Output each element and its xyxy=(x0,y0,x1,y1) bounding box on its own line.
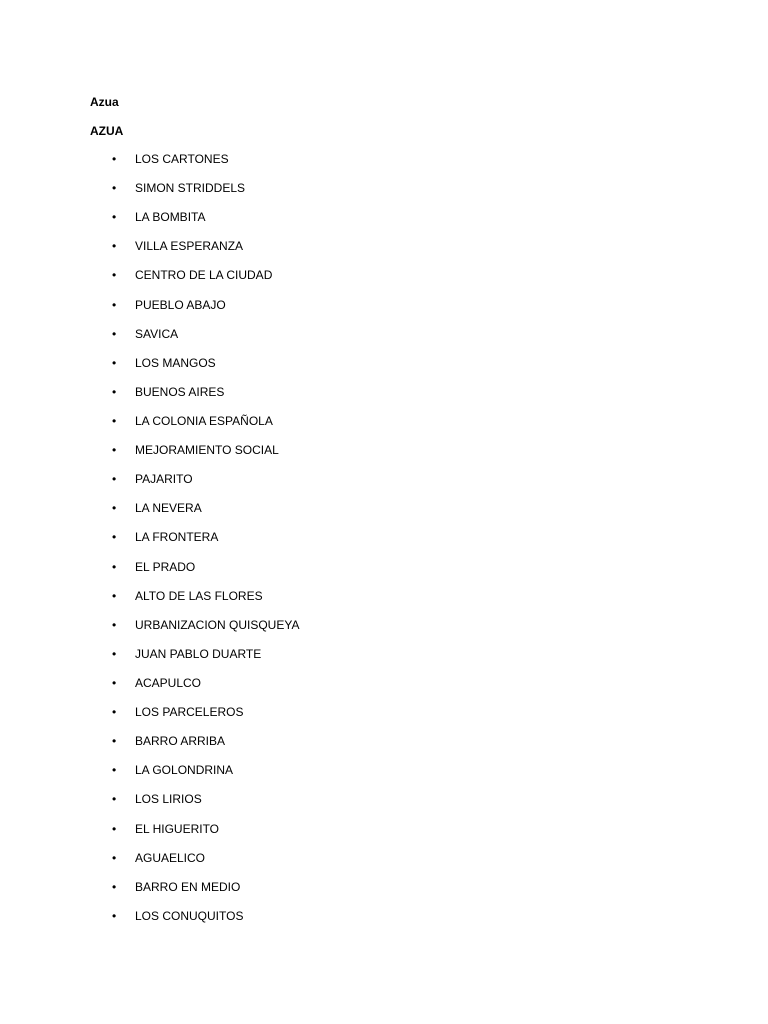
bullet-icon: • xyxy=(112,501,117,516)
bullet-icon: • xyxy=(112,152,117,166)
list-item-label: EL HIGUERITO xyxy=(135,821,220,836)
bullet-icon: • xyxy=(112,326,117,341)
list-item-label: AGUAELICO xyxy=(135,850,206,865)
bullet-icon: • xyxy=(112,763,117,778)
bullet-icon: • xyxy=(112,821,117,836)
bullet-icon: • xyxy=(112,705,117,720)
bullet-icon: • xyxy=(112,879,117,894)
bullet-icon: • xyxy=(112,559,117,574)
list-item-label: LOS PARCELEROS xyxy=(135,705,244,720)
document-title: Azua xyxy=(90,95,119,109)
bullet-icon: • xyxy=(112,675,117,690)
bullet-icon: • xyxy=(112,443,117,458)
bullet-icon: • xyxy=(112,239,117,254)
list-item-label: LOS CONUQUITOS xyxy=(135,908,244,923)
list-item-label: LA GOLONDRINA xyxy=(135,763,234,778)
bullet-icon: • xyxy=(112,792,117,807)
list-item-label: LOS LIRIOS xyxy=(135,792,202,807)
bullet-icon: • xyxy=(112,268,117,283)
bullet-icon: • xyxy=(112,297,117,312)
list-item-label: LA BOMBITA xyxy=(135,210,206,225)
list-item-label: BARRO EN MEDIO xyxy=(135,879,241,894)
list-item-label: ALTO DE LAS FLORES xyxy=(135,588,263,603)
bullet-icon: • xyxy=(112,646,117,661)
bullet-icon: • xyxy=(112,530,117,545)
list-item-label: SIMON STRIDDELS xyxy=(135,181,246,196)
list-item-label: SAVICA xyxy=(135,326,179,341)
bullet-icon: • xyxy=(112,588,117,603)
list-item-label: LA FRONTERA xyxy=(135,530,219,545)
list-item-label: VILLA ESPERANZA xyxy=(135,239,244,254)
list-item-label: EL PRADO xyxy=(135,559,196,574)
list-item-label: LA NEVERA xyxy=(135,501,202,516)
list-item-label: LOS MANGOS xyxy=(135,355,216,370)
list-item-label: PUEBLO ABAJO xyxy=(135,297,226,312)
bullet-icon: • xyxy=(112,850,117,865)
list-item-label: LA COLONIA ESPAÑOLA xyxy=(135,413,273,428)
bullet-icon: • xyxy=(112,355,117,370)
list-item-label: BARRO ARRIBA xyxy=(135,734,226,749)
bullet-icon: • xyxy=(112,734,117,749)
list-item-label: BUENOS AIRES xyxy=(135,384,225,399)
bullet-icon: • xyxy=(112,210,117,225)
list-item-label: LOS CARTONES xyxy=(135,152,229,166)
list-item-label: MEJORAMIENTO SOCIAL xyxy=(135,443,279,458)
list-item-label: PAJARITO xyxy=(135,472,193,487)
bullet-icon: • xyxy=(112,908,117,923)
section-heading: AZUA xyxy=(90,124,124,138)
list-item-label: CENTRO DE LA CIUDAD xyxy=(135,268,273,283)
list-item-label: URBANIZACION QUISQUEYA xyxy=(135,617,300,632)
list-item-label: ACAPULCO xyxy=(135,675,202,690)
bullet-icon: • xyxy=(112,472,117,487)
bullet-icon: • xyxy=(112,413,117,428)
bullet-icon: • xyxy=(112,181,117,196)
list-item-label: JUAN PABLO DUARTE xyxy=(135,646,262,661)
bullet-icon: • xyxy=(112,617,117,632)
bullet-icon: • xyxy=(112,384,117,399)
